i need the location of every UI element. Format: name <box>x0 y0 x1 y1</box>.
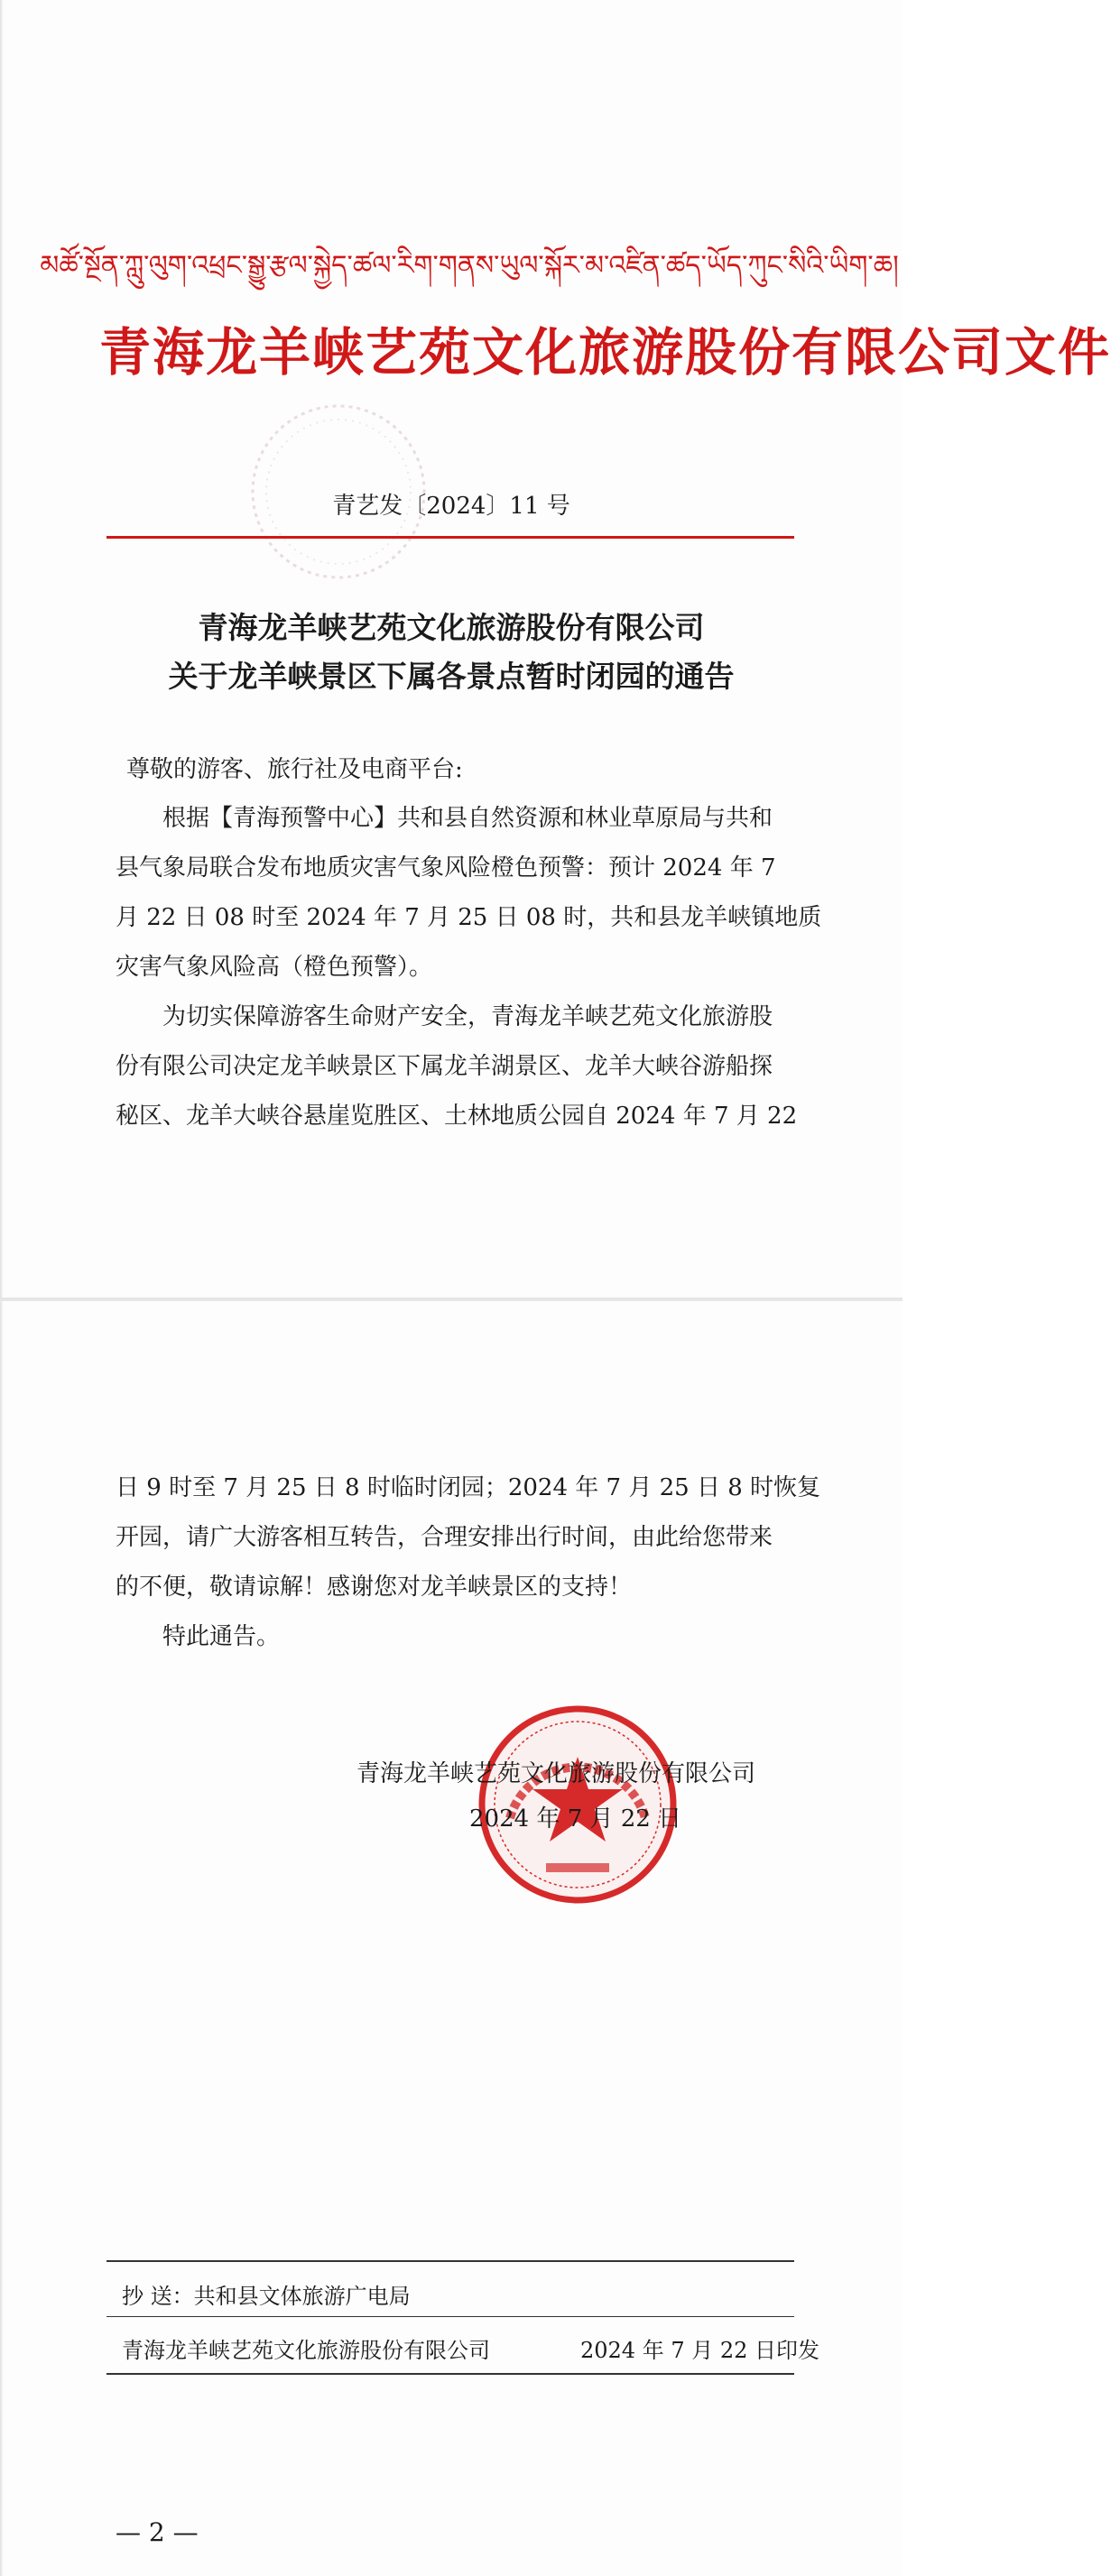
notice-heading-line-2: 关于龙羊峡景区下属各景点暂时闭园的通告 <box>168 659 735 694</box>
signature-date: 2024 年 7 月 22 日 <box>469 1805 682 1833</box>
paragraph-line: 根据【青海预警中心】共和县自然资源和林业草原局与共和 <box>162 805 773 832</box>
tibetan-header-text: མཚོ་སྔོན་ཀླུ་ལུག་འཕྲང་སྒྱུ་རྩལ་སྐྱེད་ཚལ་རིག་གནས་ཡུལ་སྐོར་མ་འཛིན་ཚད་ཡོད་ཀུང་སིའི་ཡིག་ཆ། <box>40 250 899 282</box>
paragraph-line: 开园，请广大游客相互转告，合理安排出行时间，由此给您带来 <box>116 1524 773 1551</box>
paragraph-2 <box>116 993 798 1141</box>
org-title: 青海龙羊峡艺苑文化旅游股份有限公司文件 <box>99 322 1111 383</box>
tibetan-header-line <box>40 242 899 285</box>
footer-rule-middle <box>106 2316 794 2317</box>
document-number: 青艺发〔2024〕11 号 <box>332 493 570 520</box>
document-page-2 <box>0 1301 903 2576</box>
cc-line: 抄 送：共和县文体旅游广电局 <box>122 2284 411 2309</box>
paragraph-2-continued <box>116 1463 821 1662</box>
signature-company: 青海龙羊峡艺苑文化旅游股份有限公司 <box>356 1760 756 1787</box>
paragraph-line: 月 22 日 08 时至 2024 年 7 月 25 日 08 时，共和县龙羊峡镇地质 <box>116 904 822 931</box>
paragraph-1 <box>116 794 822 993</box>
print-date: 2024 年 7 月 22 日印发 <box>580 2338 820 2363</box>
paragraph-line: 份有限公司决定龙羊峡景区下属龙羊湖景区、龙羊大峡谷游船探 <box>116 1053 773 1080</box>
paragraph-line: 日 9 时至 7 月 25 日 8 时临时闭园；2024 年 7 月 25 日 8 时恢复 <box>116 1474 821 1501</box>
closing-remark: 特此通告。 <box>162 1623 281 1650</box>
page-edge <box>0 1301 4 2576</box>
footer-rule-bottom <box>106 2373 794 2375</box>
issuer-line: 青海龙羊峡艺苑文化旅游股份有限公司 <box>122 2338 490 2363</box>
page-edge <box>0 0 4 1299</box>
page-number: — 2 — <box>116 2517 199 2547</box>
paragraph-line: 的不便，敬请谅解！感谢您对龙羊峡景区的支持！ <box>116 1574 633 1601</box>
notice-heading-line-1: 青海龙羊峡艺苑文化旅游股份有限公司 <box>198 610 705 645</box>
red-divider <box>106 536 794 539</box>
paragraph-line: 灾害气象风险高（橙色预警）。 <box>116 954 433 981</box>
paragraph-line: 秘区、龙羊大峡谷悬崖览胜区、土林地质公园自 2024 年 7 月 22 <box>116 1103 798 1130</box>
salutation: 尊敬的游客、旅行社及电商平台: <box>126 756 463 783</box>
paragraph-line: 县气象局联合发布地质灾害气象风险橙色预警：预计 2024 年 7 <box>116 854 776 882</box>
footer-rule-top <box>106 2260 794 2262</box>
paragraph-line: 为切实保障游客生命财产安全，青海龙羊峡艺苑文化旅游股 <box>162 1003 773 1030</box>
